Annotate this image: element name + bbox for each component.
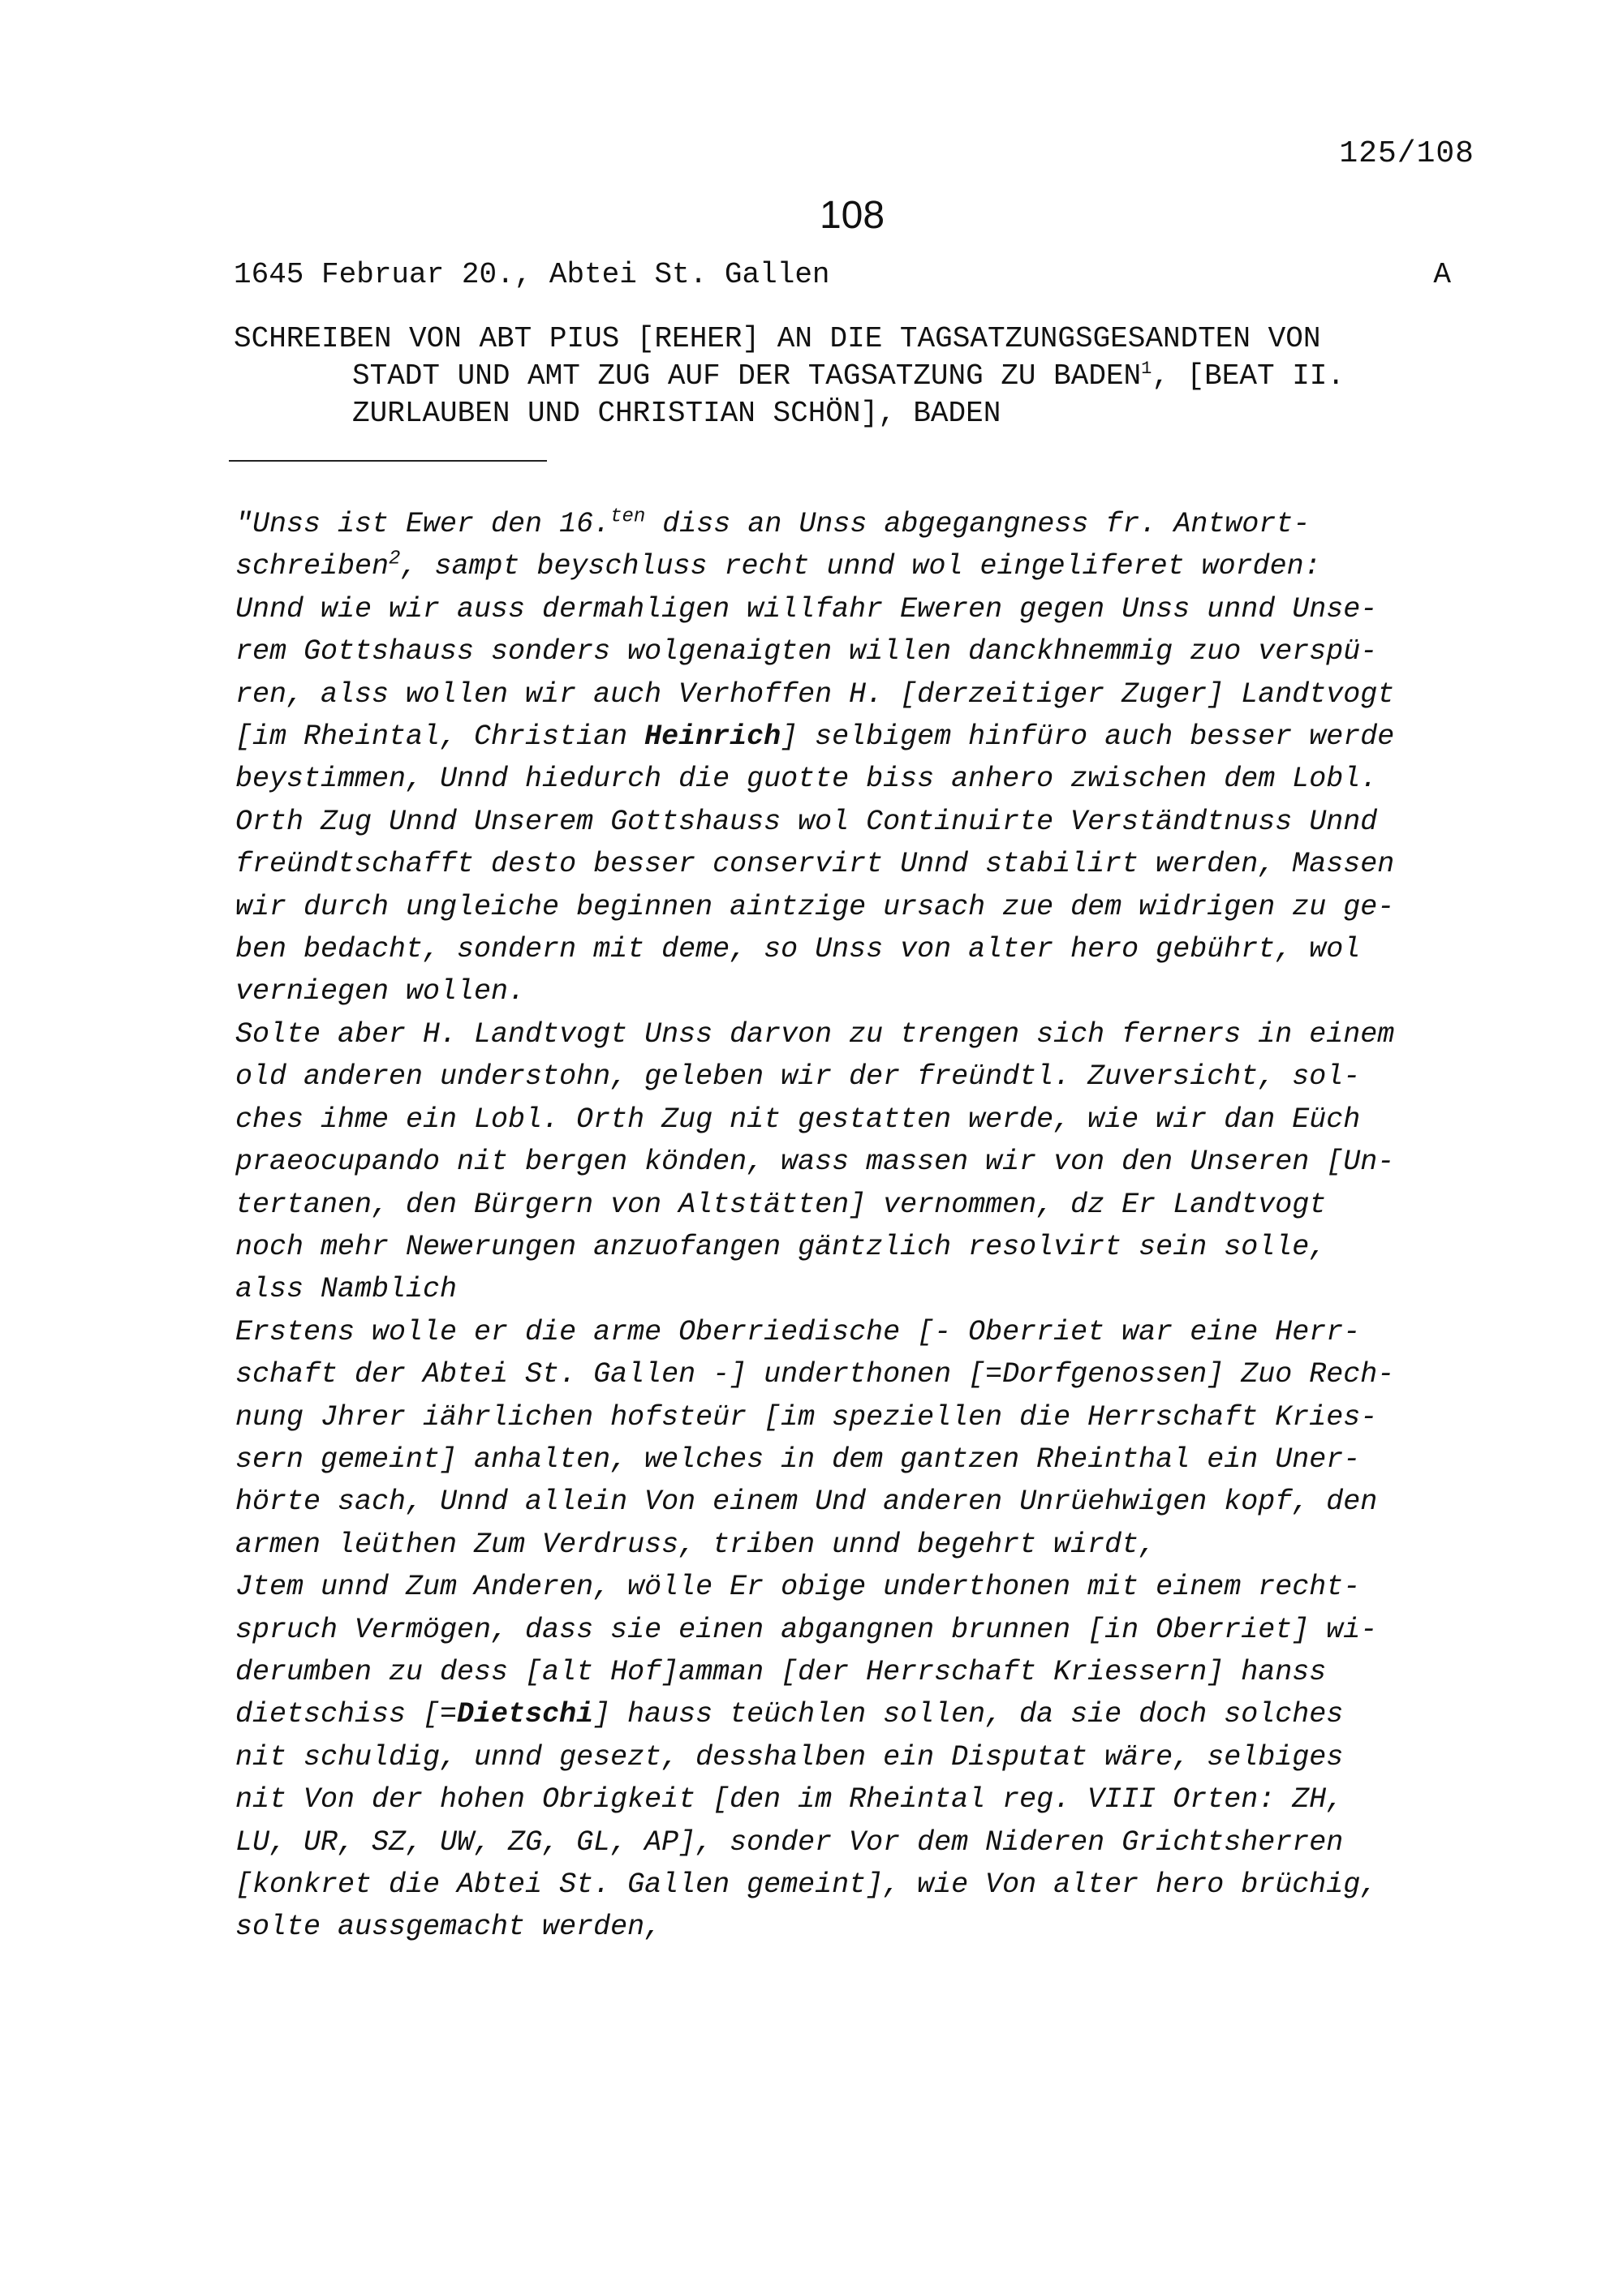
title-text: , [BEAT II. [1152,359,1345,393]
superscript: ten [610,505,646,528]
body-line: beystimmen, Unnd hiedurch die guotte biss anhero zwischen dem Lobl. [235,763,1378,796]
body-line [235,716,1485,758]
body-line: rem Gottshauss sonders wolgenaigten willen danckhnemmig zuo verspü- [235,635,1378,669]
body-line: alss Namblich [235,1273,458,1306]
divider-rule [229,460,547,462]
body-line: ben bedacht, sondern mit deme, so Unss von alter hero gebührt, wol [235,933,1361,966]
body-line: Unnd wie wir auss dermahligen willfahr Eweren gegen Unss unnd Unse- [235,592,1378,626]
body-line: old anderen understohn, geleben wir der freündtl. Zuversicht, sol- [235,1060,1361,1094]
body-text: diss an Unss abgegangness fr. Antwort- [645,508,1311,540]
body-line [235,503,1485,545]
body-line: noch mehr Newerungen anzuofangen gäntzlich resolvirt sein solle, [235,1230,1327,1263]
body-line: [konkret die Abtei St. Gallen gemeint], wie Von alter hero brüchig, [235,1868,1378,1901]
bold-name: Heinrich [644,720,781,754]
document-number: 108 [819,194,885,237]
letter-body [235,503,1485,1949]
body-line [235,1693,1485,1735]
document-title [234,320,1483,432]
body-line: nit schuldig, unnd gesezt, desshalben ein Disputat wäre, selbiges [235,1740,1344,1774]
body-line: Jtem unnd Zum Anderen, wölle Er obige underthonen mit einem recht- [235,1571,1361,1604]
body-line [235,545,1485,587]
body-line: Solte aber H. Landtvogt Unss darvon zu trengen sich ferners in einem [235,1017,1395,1051]
body-line: sern gemeint] anhalten, welches in dem gantzen Rheinthal ein Uner- [235,1443,1361,1476]
footnote-ref: 1 [1141,359,1152,379]
body-line: tertanen, den Bürgern von Altstätten] vernommen, dz Er Landtvogt [235,1188,1327,1221]
body-line: nit Von der hohen Obrigkeit [den im Rheintal reg. VIII Orten: ZH, [235,1783,1344,1817]
body-line: nung Jhrer iährlichen hofsteür [im speziellen die Herrschaft Kries- [235,1400,1378,1434]
page-reference: 125/108 [1339,136,1474,171]
body-line: derumben zu dess [alt Hof]amman [der Herrschaft Kriessern] hanss [235,1655,1327,1688]
body-text: ] selbigem hinfüro auch besser werde [781,720,1395,754]
body-text: schreiben [235,550,390,583]
body-line: schaft der Abtei St. Gallen -] underthonen [=Dorfgenossen] Zuo Rech- [235,1358,1395,1391]
body-line: ches ihme ein Lobl. Orth Zug nit gestatten werde, wie wir dan Eüch [235,1103,1361,1136]
body-line: verniegen wollen. [235,975,526,1008]
body-text: , sampt beyschluss recht unnd wol eingeliferet worden: [400,550,1321,583]
body-line: freündtschafft desto besser conservirt Unnd stabilirt werden, Massen [235,848,1395,881]
body-text: "Unss ist Ewer den 16. [235,508,611,540]
body-line: Orth Zug Unnd Unserem Gottshauss wol Continuirte Verständtnuss Unnd [235,805,1378,838]
title-text: STADT UND AMT ZUG AUF DER TAGSATZUNG ZU BADEN [352,359,1142,393]
body-line: Erstens wolle er die arme Oberriedische [- Oberriet war eine Herr- [235,1315,1361,1348]
version-letter: A [1433,258,1451,291]
body-text: dietschiss [= [235,1698,458,1731]
footnote-ref: 2 [389,548,401,570]
title-line [234,358,1483,395]
title-line: ZURLAUBEN UND CHRISTIAN SCHÖN], BADEN [352,397,1001,430]
body-line: armen leüthen Zum Verdruss, triben unnd begehrt wirdt, [235,1528,1156,1561]
date-place-line [234,258,1451,291]
body-line: spruch Vermögen, dass sie einen abgangnen brunnen [in Oberriet] wi- [235,1613,1378,1646]
body-text: ] hauss teüchlen sollen, da sie doch solches [593,1698,1344,1731]
body-text: [im Rheintal, Christian [235,720,645,754]
body-line: hörte sach, Unnd allein Von einem Und anderen Unrüehwigen kopf, den [235,1486,1378,1519]
body-line: ren, alss wollen wir auch Verhoffen H. [derzeitiger Zuger] Landtvogt [235,677,1395,711]
date-place: 1645 Februar 20., Abtei St. Gallen [234,258,830,291]
title-line: SCHREIBEN VON ABT PIUS [REHER] AN DIE TAGSATZUNGSGESANDTEN VON [234,322,1321,355]
body-line: LU, UR, SZ, UW, ZG, GL, AP], sonder Vor dem Nideren Grichtsherren [235,1825,1344,1859]
body-line: praeocupando nit bergen könden, wass massen wir von den Unseren [Un- [235,1146,1395,1179]
body-line: wir durch ungleiche beginnen aintzige ursach zue dem widrigen zu ge- [235,890,1395,923]
body-line: solte aussgemacht werden, [235,1911,662,1944]
bold-name: Dietschi [457,1698,594,1731]
